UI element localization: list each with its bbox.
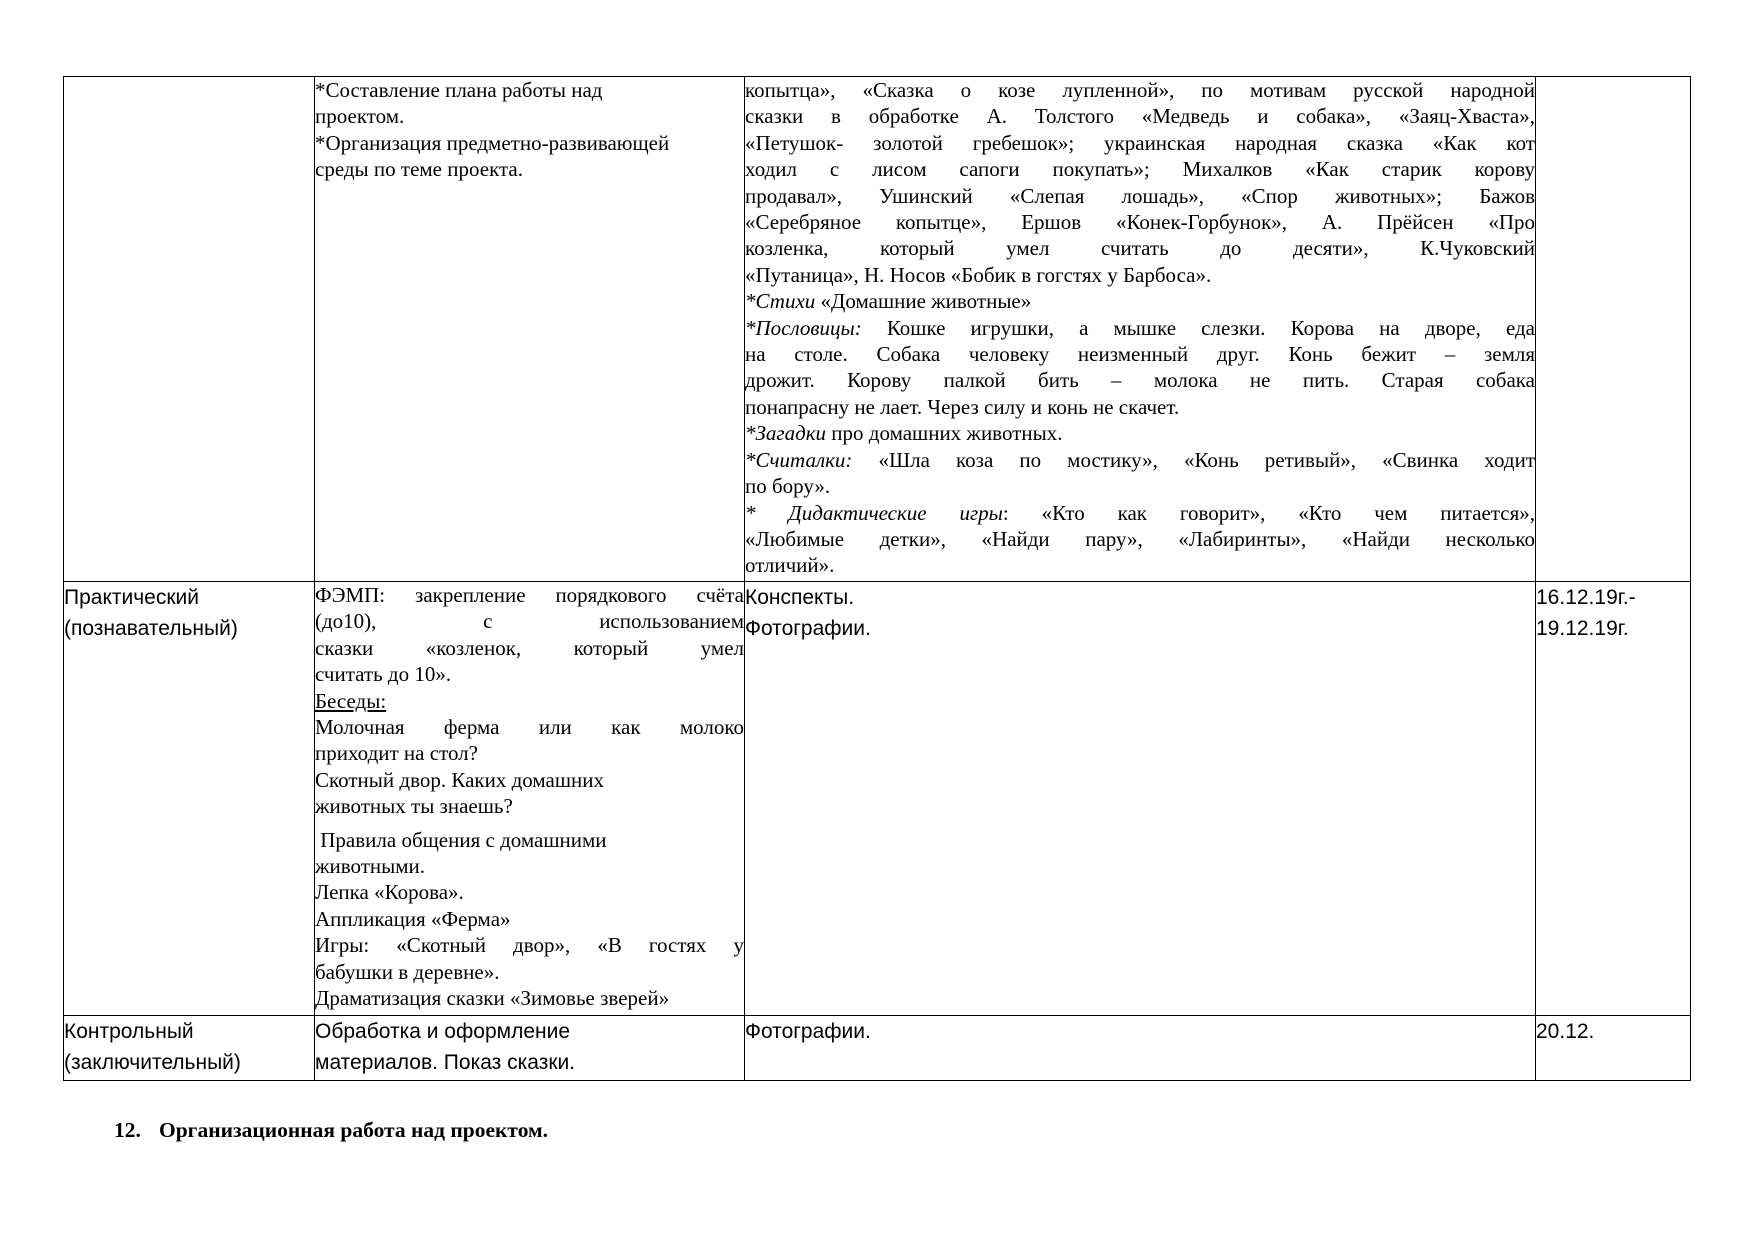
text-line: материалов. Показ сказки.: [315, 1051, 576, 1074]
poems-text: «Домашние животные»: [815, 289, 1032, 314]
text-line: дрожит. Корову палкой бить – молока не пить. Старая собака: [745, 368, 1535, 393]
text-line: на столе. Собака человеку неизменный друг. Конь бежит – земля: [745, 342, 1535, 367]
literature-cell: [745, 77, 1536, 582]
stage-cell: [64, 1016, 315, 1081]
text-line: сказки «козленок, который умел: [315, 635, 744, 660]
riddles-text: про домашних животных.: [826, 421, 1063, 446]
text-line: Лепка «Корова».: [315, 880, 464, 905]
text-line: копытца», «Сказка о козе лупленной», по мотивам русской народной: [745, 78, 1535, 102]
date-text: 16.12.19г.-: [1536, 586, 1636, 609]
proverbs-text: Кошке игрушки, а мышке слезки. Корова на дворе, еда: [861, 315, 1535, 340]
text-line: «Путаница», Н. Носов «Бобик в гогстях у Барбоса».: [745, 262, 1212, 287]
text-line: животных ты знаешь?: [315, 794, 513, 819]
text-line: Обработка и оформление: [315, 1020, 571, 1043]
text-line: «Серебряное копытце», Ершов «Конек-Горбунок», А. Прёйсен «Про: [745, 210, 1535, 235]
table-row: [64, 582, 1691, 1016]
stage-name: Практический: [64, 586, 199, 609]
text-line: Драматизация сказки «Зимовье зверей»: [315, 986, 670, 1011]
text-line: животными.: [315, 854, 426, 879]
stage-cell: [64, 77, 315, 582]
text-line: продавал», Ушинский «Слепая лошадь», «Спор животных»; Бажов: [745, 183, 1535, 208]
riddles-label: *Загадки: [745, 421, 827, 446]
text-line: приходит на стол?: [315, 741, 478, 766]
games-line: [745, 500, 1535, 526]
text-line: по бору».: [745, 474, 831, 499]
result-item: Фотографии.: [745, 1020, 871, 1043]
text-line: считать до 10».: [315, 662, 452, 687]
text-line: козленка, который умел считать до десяти», К.Чуковский: [745, 236, 1535, 261]
dates-cell: [1536, 582, 1691, 1016]
table-row: [64, 77, 1691, 582]
activities-cell: [315, 1016, 745, 1081]
text-line: сказки в обработке А. Толстого «Медведь и собака», «Заяц-Хваста»,: [745, 104, 1535, 129]
counting-line: [745, 447, 1535, 473]
counting-label: *Считалки:: [745, 447, 853, 472]
section-heading: [114, 1118, 548, 1143]
results-cell: [745, 582, 1536, 1016]
games-text: : «Кто как говорит», «Кто чем питается»,: [1002, 500, 1536, 525]
riddles-line: [745, 420, 1535, 446]
text-line: Игры: «Скотный двор», «В гостях у: [315, 933, 744, 958]
stage-subtitle: (заключительный): [64, 1051, 241, 1074]
text-line: среды по теме проекта.: [315, 157, 524, 182]
poems-label: *Стихи: [745, 289, 816, 314]
text-line: Молочная ферма или как молоко: [315, 715, 744, 740]
text-line: *Составление плана работы над: [315, 78, 603, 102]
text-line: «Любимые детки», «Найди пару», «Лабиринты», «Найди несколько: [745, 526, 1535, 551]
text-line: понапрасну не лает. Через силу и конь не скачет.: [745, 394, 1180, 419]
poems-line: [745, 288, 1535, 314]
date-text: 19.12.19г.: [1536, 617, 1629, 640]
dates-cell: [1536, 1016, 1691, 1081]
result-item: Конспекты.: [745, 586, 855, 609]
text-line: проектом.: [315, 104, 405, 129]
section-number: 12.: [114, 1118, 141, 1142]
result-item: Фотографии.: [745, 617, 871, 640]
text-line: (до10), с использованием: [315, 609, 744, 634]
text-line: ФЭМП: закрепление порядкового счёта: [315, 583, 744, 607]
results-cell: [745, 1016, 1536, 1081]
text-line: бабушки в деревне».: [315, 959, 500, 984]
proverbs-label: *Пословицы:: [745, 315, 862, 340]
text-line: Аппликация «Ферма»: [315, 906, 511, 931]
talks-label: Беседы:: [315, 688, 387, 713]
text-line: Скотный двор. Каких домашних: [315, 767, 604, 792]
text-line: Правила общения с домашними: [315, 827, 607, 852]
stage-name: Контрольный: [64, 1020, 194, 1043]
text-line: отличий».: [745, 553, 835, 578]
project-plan-table: [63, 76, 1691, 1081]
dates-cell: [1536, 77, 1691, 582]
date-text: 20.12.: [1536, 1020, 1595, 1043]
text-line: *Организация предметно-развивающей: [315, 130, 670, 155]
games-label: * Дидактические игры: [745, 500, 1003, 525]
text-line: ходил с лисом сапоги покупать»; Михалков «Как старик корову: [745, 157, 1535, 182]
activities-cell: [315, 77, 745, 582]
stage-cell: [64, 582, 315, 1016]
counting-text: «Шла коза по мостику», «Конь ретивый», «Свинка ходит: [852, 447, 1535, 472]
proverbs-line: [745, 315, 1535, 341]
activities-cell: [315, 582, 745, 1016]
stage-subtitle: (познавательный): [64, 617, 238, 640]
table-row: [64, 1016, 1691, 1081]
section-title: Организационная работа над проектом.: [159, 1118, 549, 1142]
text-line: «Петушок- золотой гребешок»; украинская народная сказка «Как кот: [745, 130, 1535, 155]
